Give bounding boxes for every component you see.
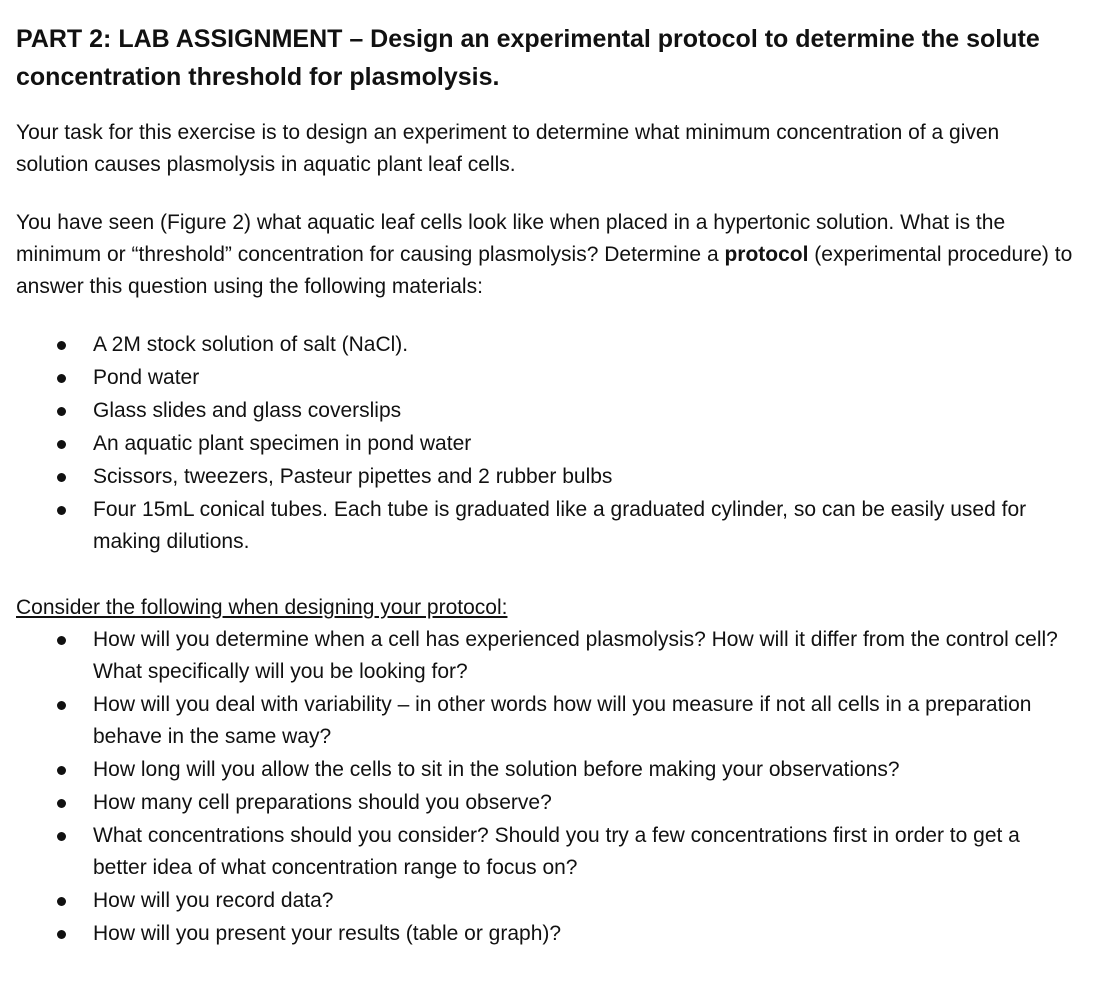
page-title: PART 2: LAB ASSIGNMENT – Design an experimental protocol to determine the solute concentration threshold for plasmolysis.	[16, 25, 1040, 91]
list-item	[16, 624, 1076, 688]
list-item	[16, 754, 1076, 786]
bullet-icon	[57, 701, 66, 710]
list-item	[16, 329, 1076, 361]
list-item	[16, 395, 1076, 427]
task-text-start: You have seen (Figure 2) what aquatic leaf cells look like when placed in a hypertonic solution. What is the minimum or “threshold” concentration for causing plasmolysis? Determine a	[16, 211, 1006, 266]
task-text-bold: protocol	[724, 243, 809, 266]
bullet-icon	[57, 636, 66, 645]
consider-text: How will you deal with variability – in other words how will you measure if not all cells in a preparation behave in the same way?	[93, 693, 1032, 748]
list-item	[16, 918, 1076, 950]
bullet-icon	[57, 473, 66, 482]
bullet-icon	[57, 930, 66, 939]
material-text: A 2M stock solution of salt (NaCl).	[93, 333, 409, 356]
consider-text: What concentrations should you consider? Should you try a few concentrations first in order to get a better idea of what concentration range to focus on?	[93, 824, 1020, 879]
bullet-icon	[57, 341, 66, 350]
list-item	[16, 820, 1076, 884]
consider-text: How long will you allow the cells to sit in the solution before making your observations?	[93, 758, 900, 781]
consider-list	[16, 624, 1076, 950]
material-text: An aquatic plant specimen in pond water	[93, 432, 472, 455]
material-text: Pond water	[93, 366, 200, 389]
material-text: Glass slides and glass coverslips	[93, 399, 402, 422]
task-text-end: (experimental procedure) to answer this question using the following materials:	[16, 243, 1073, 298]
bullet-icon	[57, 897, 66, 906]
material-text: Scissors, tweezers, Pasteur pipettes and 2 rubber bulbs	[93, 465, 613, 488]
consider-text: How will you record data?	[93, 889, 334, 912]
material-text: Four 15mL conical tubes. Each tube is graduated like a graduated cylinder, so can be easily used for making dilutions.	[93, 498, 1027, 553]
list-item	[16, 428, 1076, 460]
consider-text: How will you present your results (table or graph)?	[93, 922, 562, 945]
bullet-icon	[57, 506, 66, 515]
materials-list	[16, 329, 1076, 558]
intro-paragraph: Your task for this exercise is to design an experiment to determine what minimum concentration of a given solution causes plasmolysis in aquatic plant leaf cells.	[16, 121, 1000, 176]
list-item	[16, 885, 1076, 917]
bullet-icon	[57, 407, 66, 416]
bullet-icon	[57, 374, 66, 383]
consider-text: How will you determine when a cell has experienced plasmolysis? How will it differ from the control cell? What specifically will you be looking for?	[93, 628, 1058, 683]
list-item	[16, 461, 1076, 493]
list-item	[16, 494, 1076, 558]
bullet-icon	[57, 766, 66, 775]
bullet-icon	[57, 440, 66, 449]
bullet-icon	[57, 832, 66, 841]
list-item	[16, 787, 1076, 819]
bullet-icon	[57, 799, 66, 808]
task-paragraph	[16, 207, 1076, 303]
list-item	[16, 689, 1076, 753]
list-item	[16, 362, 1076, 394]
consider-text: How many cell preparations should you observe?	[93, 791, 552, 814]
consider-heading: Consider the following when designing your protocol:	[16, 596, 508, 619]
